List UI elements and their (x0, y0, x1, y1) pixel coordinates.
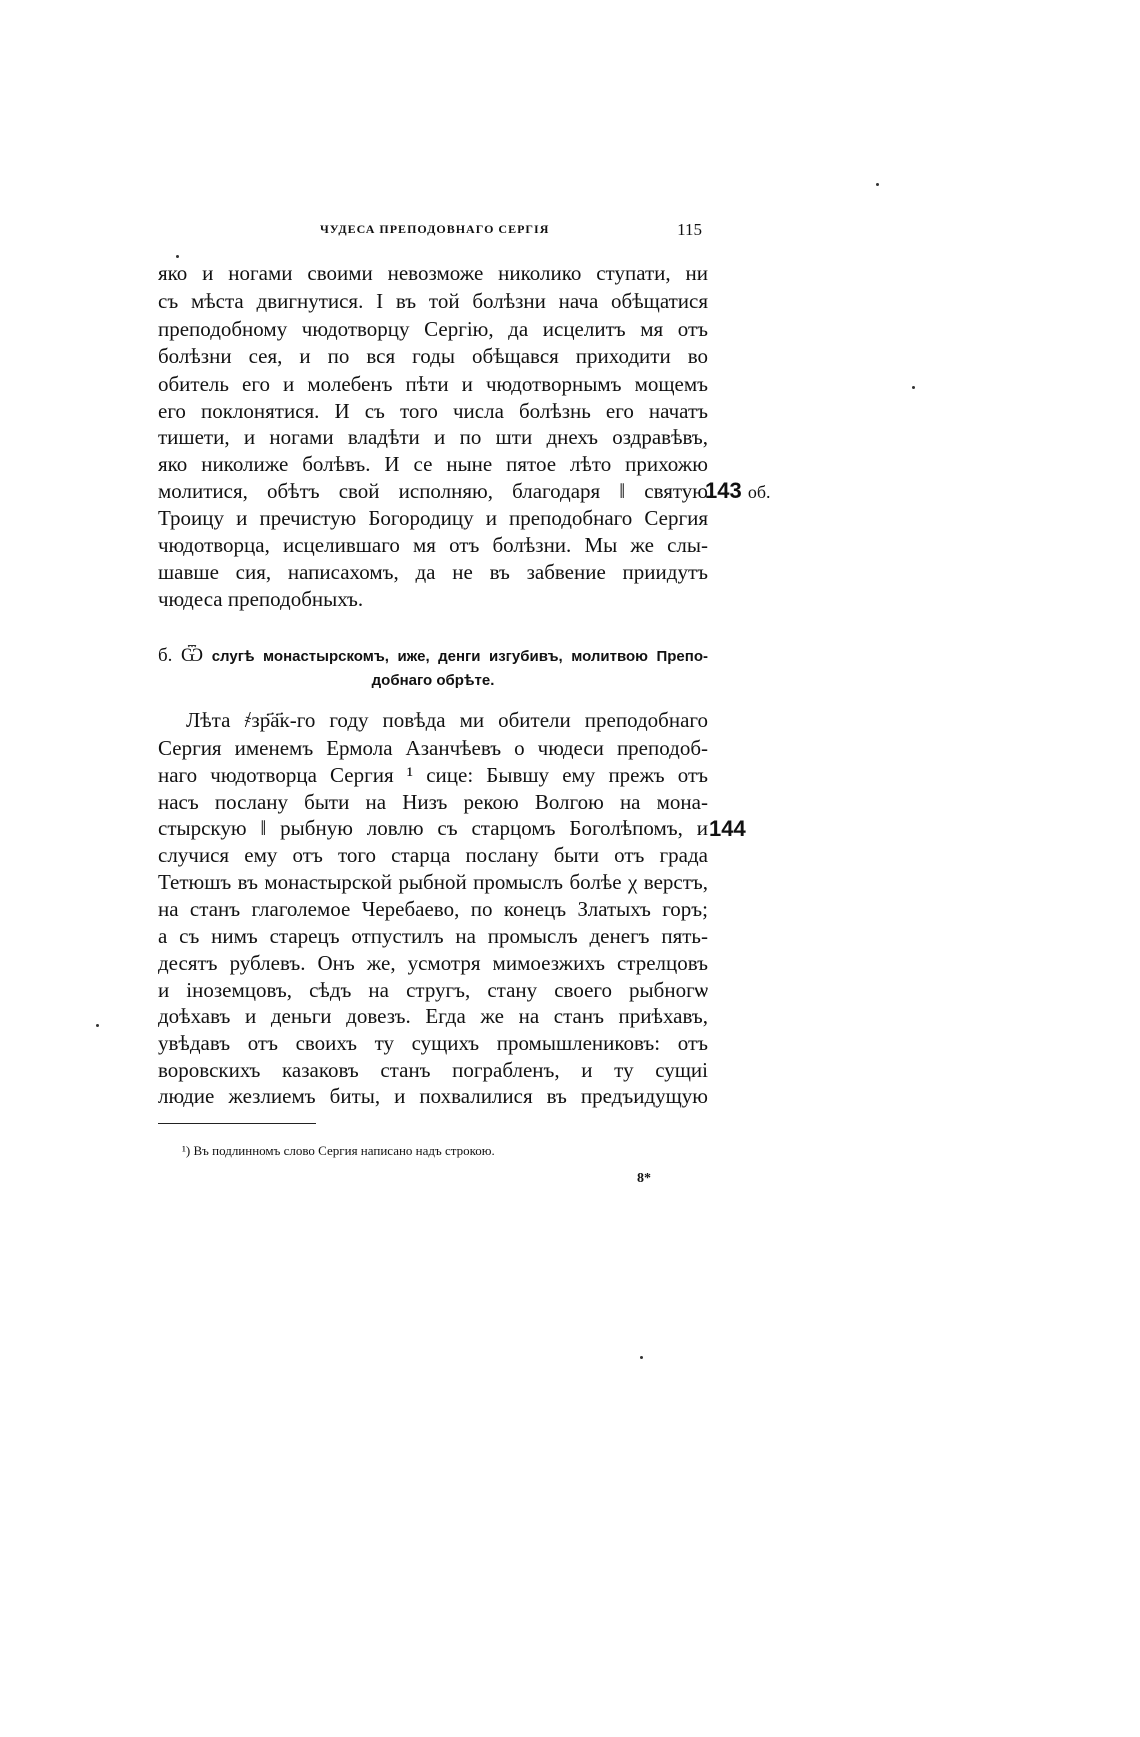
text-line: наго чюдотворца Сергия ¹ сице: Бывшу ему прежъ отъ (158, 763, 708, 787)
scan-speck (912, 386, 915, 389)
text-line: чюдеса преподобныхъ. (158, 587, 364, 611)
text-line: доѣхавъ и деньги довезъ. Егда же на станъ приѣхавъ, (158, 1004, 708, 1028)
ornamental-initial: Ѿ (180, 645, 204, 666)
text-line: обитель его и молебенъ пѣти и чюдотворнымъ мощемъ (158, 372, 708, 396)
text-line: случися ему отъ того старца послану быти отъ града (158, 843, 708, 867)
text-line: шавше сия, написахомъ, да не въ забвение приидутъ (158, 560, 708, 584)
text-line: Троицу и пречистую Богородицу и преподобнаго Сергия (158, 506, 708, 530)
section-heading-line-2: добнаго обрѣте. (371, 672, 495, 689)
running-header (158, 220, 708, 242)
text-line: Сергия именемъ Ермола Азанчѣевъ о чюдеси преподоб- (158, 736, 708, 760)
section-heading (158, 644, 708, 693)
section-heading-text: слугѣ монастырскомъ, иже, денги изгубивъ, молитвою Препо- (211, 648, 708, 665)
folio-number: 144 (709, 816, 746, 841)
text-line: яко николиже болѣвъ. И се ныне пятое лѣто прихожю (158, 452, 708, 476)
scan-speck (96, 1024, 99, 1027)
folio-suffix: об. (747, 482, 771, 502)
margin-folio-note (705, 478, 771, 504)
text-line: воровскихъ казаковъ станъ пограбленъ, и ту сущиі (158, 1058, 708, 1082)
scan-speck (176, 255, 179, 258)
scan-speck (876, 183, 879, 186)
page-number: 115 (677, 220, 702, 239)
footnote-rule (158, 1123, 316, 1124)
text-line: яко и ногами своими невозможе николико ступати, ни (158, 261, 708, 285)
section-number: б. (158, 645, 173, 666)
text-line: а съ нимъ старецъ отпустилъ на промыслъ денегъ пять- (158, 924, 708, 948)
section-heading-line-1 (158, 644, 708, 669)
text-line: и іноземцовъ, сѣдъ на стругъ, стану своего рыбногѡ (158, 978, 708, 1002)
footnote: ¹) Въ подлинномъ слово Сергия написано надъ строкою. (182, 1143, 495, 1158)
text-line: на станъ глаголемое Черебаево, по конецъ Златыхъ горъ; (158, 897, 708, 921)
text-line: Тетюшъ въ монастырской рыбной промыслъ болѣе χ верстъ, (158, 870, 708, 894)
text-line: болѣзни сея, и по вся годы обѣщався приходити во (158, 344, 708, 368)
text-line: насъ послану быти на Низъ рекою Волгою на мона- (158, 790, 708, 814)
text-line: тишети, и ногами владѣти и по шти днехъ оздравѣвъ, (158, 425, 708, 449)
text-line: его поклонятися. И съ того числа болѣзнь его начатъ (158, 399, 708, 423)
text-line: молитися, обѣтъ свой исполняю, благодаря ‖ святую (158, 479, 708, 503)
text-line: стырскую ‖ рыбную ловлю съ старцомъ Боголѣпомъ, и (158, 816, 708, 840)
running-title: ЧУДЕСА ПРЕПОДОВНАГО СЕРГІЯ (320, 222, 550, 236)
margin-folio-note (709, 816, 746, 842)
text-line: чюдотворца, исцелившаго мя отъ болѣзни. Мы же слы- (158, 533, 708, 557)
text-line: Лѣта ҂зр҃а҃к-го году повѣда ми обители преподобнаго (186, 708, 708, 732)
text-line: съ мѣста двигнутися. I въ той болѣзни нача обѣщатися (158, 289, 708, 313)
text-line: людие жезлиемъ биты, и похвалилися въ предъидущую (158, 1084, 708, 1108)
text-line: увѣдавъ отъ своихъ ту сущихъ промышлениковъ: отъ (158, 1031, 708, 1055)
folio-number: 143 (705, 478, 742, 503)
text-line: преподобному чюдотворцу Сергію, да исцелитъ мя отъ (158, 317, 708, 341)
text-line: десятъ рублевъ. Онъ же, усмотря мимоезжихъ стрелцовъ (158, 951, 708, 975)
scan-speck (640, 1356, 643, 1359)
signature-mark: 8* (637, 1171, 651, 1186)
